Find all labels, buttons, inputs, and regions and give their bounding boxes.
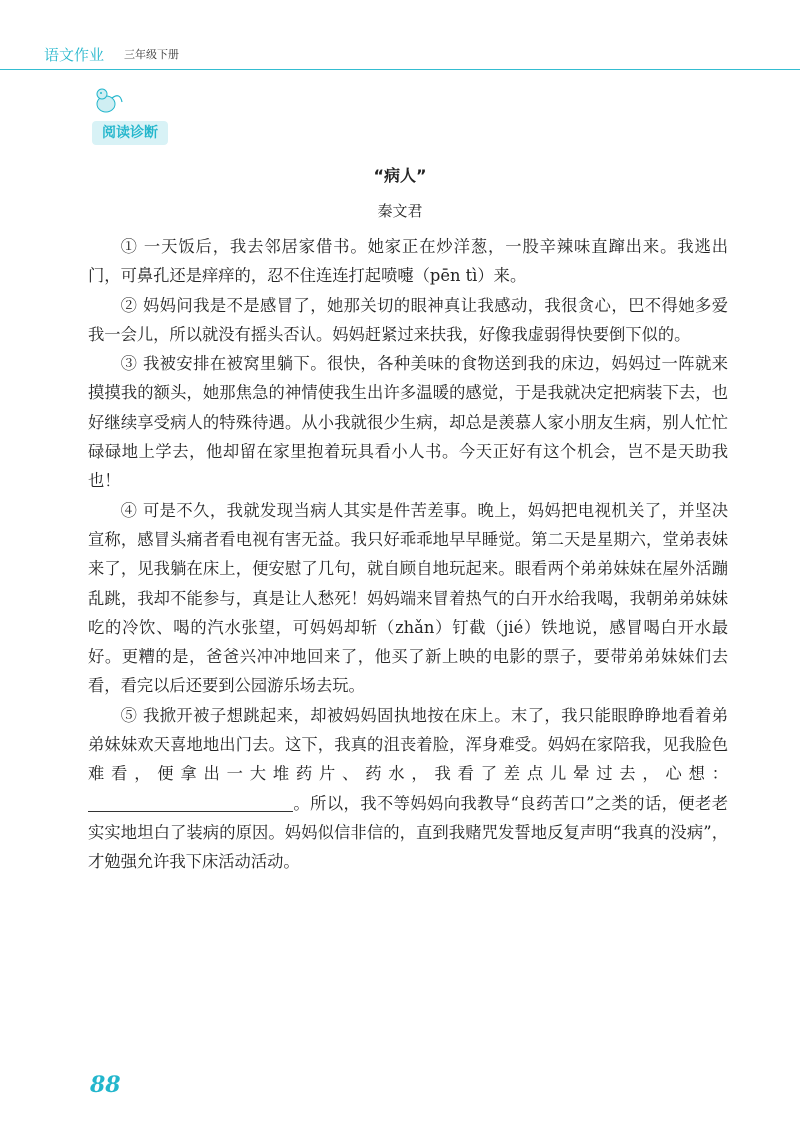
mascot-icon: [88, 82, 128, 118]
article-title: “病人”: [373, 166, 427, 185]
book-brand: 语文作业: [44, 45, 105, 64]
page-header: [44, 44, 179, 64]
paragraph-5: [88, 701, 728, 877]
paragraph-5-before: ⑤ 我掀开被子想跳起来，却被妈妈固执地按在床上。末了，我只能眼睁睁地看着弟弟妹妹欢天喜地地出门去。这下，我真的沮丧着脸，浑身难受。妈妈在家陪我，见我脸色难看，便拿出一大堆药片、药水，我看了差点儿晕过去，心想：: [88, 705, 728, 784]
header-divider: [0, 69, 800, 70]
section-label: 阅读诊断: [102, 125, 158, 141]
page-number: 88: [90, 1072, 121, 1098]
section-badge: [92, 117, 168, 149]
paragraph-3: ③ 我被安排在被窝里躺下。很快，各种美味的食物送到我的床边，妈妈过一阵就来摸摸我的额头，她那焦急的神情使我生出许多温暖的感觉，于是我就决定把病装下去，也好继续享受病人的特殊待遇。从小我就很少生病，却总是羡慕人家小朋友生病，别人忙忙碌碌地上学去，他却留在家里抱着玩具看小人书。今天正好有这个机会，岂不是天助我也！: [88, 354, 728, 491]
paragraph-4: ④ 可是不久，我就发现当病人其实是件苦差事。晚上，妈妈把电视机关了，并坚决宣称，感冒头痛者看电视有害无益。我只好乖乖地早早睡觉。第二天是星期六，堂弟表妹来了，见我躺在床上，便安慰了几句，就自顾自地玩起来。眼看两个弟弟妹妹在屋外活蹦乱跳，我却不能参与，真是让人愁死！妈妈端来冒着热气的白开水给我喝，我朝弟弟妹妹吃的冷饮、喝的汽水张望，可妈妈却斩（zhǎn）钉截（jié）铁地说，感冒喝白开水最好。更糟的是，爸爸兴冲冲地回来了，他买了新上映的电影的票子，要带弟弟妹妹们去看，看完以后还要到公园游乐场去玩。: [88, 500, 728, 696]
article-body: [88, 232, 728, 877]
answer-blank[interactable]: [88, 794, 293, 811]
grade-label: 三年级下册: [124, 48, 180, 61]
article-author: 秦文君: [377, 202, 423, 220]
paragraph-1: ① 一天饭后，我去邻居家借书。她家正在炒洋葱，一股辛辣味直蹿出来。我逃出门，可鼻孔还是痒痒的，忍不住连连打起喷嚏（pēn tì）来。: [88, 237, 728, 286]
paragraph-5-after: 。所以，我不等妈妈向我教导“良药苦口”之类的话，便老老实实地坦白了装病的原因。妈妈似信非信的，直到我赌咒发誓地反复声明“我真的没病”，才勉强允许我下床活动活动。: [88, 793, 728, 872]
paragraph-2: ② 妈妈问我是不是感冒了，她那关切的眼神真让我感动，我很贪心，巴不得她多爱我一会儿，所以就没有摇头否认。妈妈赶紧过来扶我，好像我虚弱得快要倒下似的。: [88, 295, 728, 344]
